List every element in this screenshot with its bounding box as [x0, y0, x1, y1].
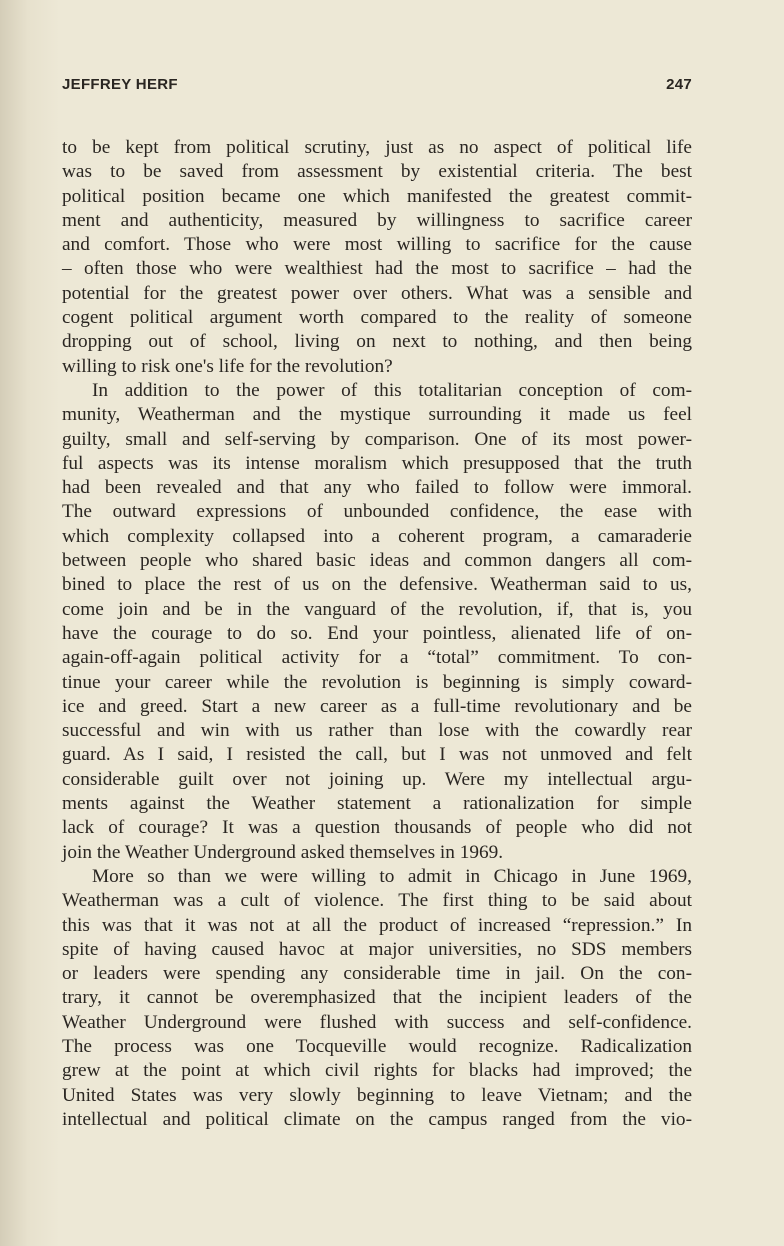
text-line: trary, it cannot be overemphasized that the incipient leaders of the: [62, 987, 692, 1009]
text-line: ice and greed. Start a new career as a full-time revolutionary and be: [62, 695, 692, 717]
text-line: join the Weather Underground asked themselves in 1969.: [62, 841, 504, 863]
text-line: guard. As I said, I resisted the call, but I was not unmoved and felt: [62, 744, 692, 766]
text-line: potential for the greatest power over others. What was a sensible and: [62, 282, 692, 304]
text-line: ments against the Weather statement a rationalization for simple: [62, 793, 692, 815]
text-line: this was that it was not at all the product of increased “repression.” In: [62, 914, 692, 936]
text-line: The process was one Tocqueville would recognize. Radicalization: [62, 1035, 692, 1057]
text-line: lack of courage? It was a question thousands of people who did not: [62, 817, 692, 839]
text-line: munity, Weatherman and the mystique surrounding it made us feel: [62, 404, 692, 426]
text-line: ment and authenticity, measured by willingness to sacrifice career: [62, 209, 692, 231]
text-line: The outward expressions of unbounded confidence, the ease with: [62, 501, 692, 523]
text-line: and comfort. Those who were most willing to sacrifice for the cause: [62, 234, 692, 256]
text-line: bined to place the rest of us on the defensive. Weatherman said to us,: [62, 574, 692, 596]
text-line: spite of having caused havoc at major universities, no SDS members: [62, 938, 692, 960]
text-line: tinue your career while the revolution is beginning is simply coward-: [62, 671, 692, 693]
text-line: which complexity collapsed into a coherent program, a camaraderie: [62, 525, 692, 547]
running-head: [62, 76, 692, 100]
text-line: dropping out of school, living on next to nothing, and then being: [62, 331, 692, 353]
text-line: come join and be in the vanguard of the revolution, if, that is, you: [62, 598, 692, 620]
text-line: grew at the point at which civil rights for blacks had improved; the: [62, 1060, 692, 1082]
text-line: Weatherman was a cult of violence. The first thing to be said about: [62, 890, 692, 912]
text-line: was to be saved from assessment by existential criteria. The best: [62, 161, 692, 183]
text-line: or leaders were spending any considerable time in jail. On the con-: [62, 963, 692, 985]
text-line: had been revealed and that any who failed to follow were immoral.: [62, 477, 692, 499]
text-line: – often those who were wealthiest had the most to sacrifice – had the: [62, 258, 692, 280]
text-line: Weather Underground were flushed with success and self-confidence.: [62, 1011, 692, 1033]
text-line: again-off-again political activity for a “total” commitment. To con-: [62, 647, 692, 669]
text-line: In addition to the power of this totalitarian conception of com-: [92, 379, 692, 401]
body-text: [62, 136, 692, 1132]
text-line: guilty, small and self-serving by comparison. One of its most power-: [62, 428, 692, 450]
text-line: United States was very slowly beginning to leave Vietnam; and the: [62, 1084, 692, 1106]
text-line: intellectual and political climate on the campus ranged from the vio-: [62, 1108, 692, 1130]
text-line: political position became one which manifested the greatest commit-: [62, 185, 692, 207]
page-number: 247: [666, 76, 692, 93]
text-line: successful and win with us rather than lose with the cowardly rear: [62, 720, 692, 742]
text-line: willing to risk one's life for the revolution?: [62, 355, 393, 377]
text-line: to be kept from political scrutiny, just as no aspect of political life: [62, 137, 692, 158]
text-line: cogent political argument worth compared to the reality of someone: [62, 307, 692, 329]
text-line: More so than we were willing to admit in Chicago in June 1969,: [92, 865, 692, 887]
text-line: ful aspects was its intense moralism which presupposed that the truth: [62, 452, 692, 474]
text-line: between people who shared basic ideas and common dangers all com-: [62, 550, 692, 572]
text-line: considerable guilt over not joining up. Were my intellectual argu-: [62, 768, 692, 790]
running-head-author: JEFFREY HERF: [62, 76, 178, 93]
text-line: have the courage to do so. End your pointless, alienated life of on-: [62, 622, 692, 644]
